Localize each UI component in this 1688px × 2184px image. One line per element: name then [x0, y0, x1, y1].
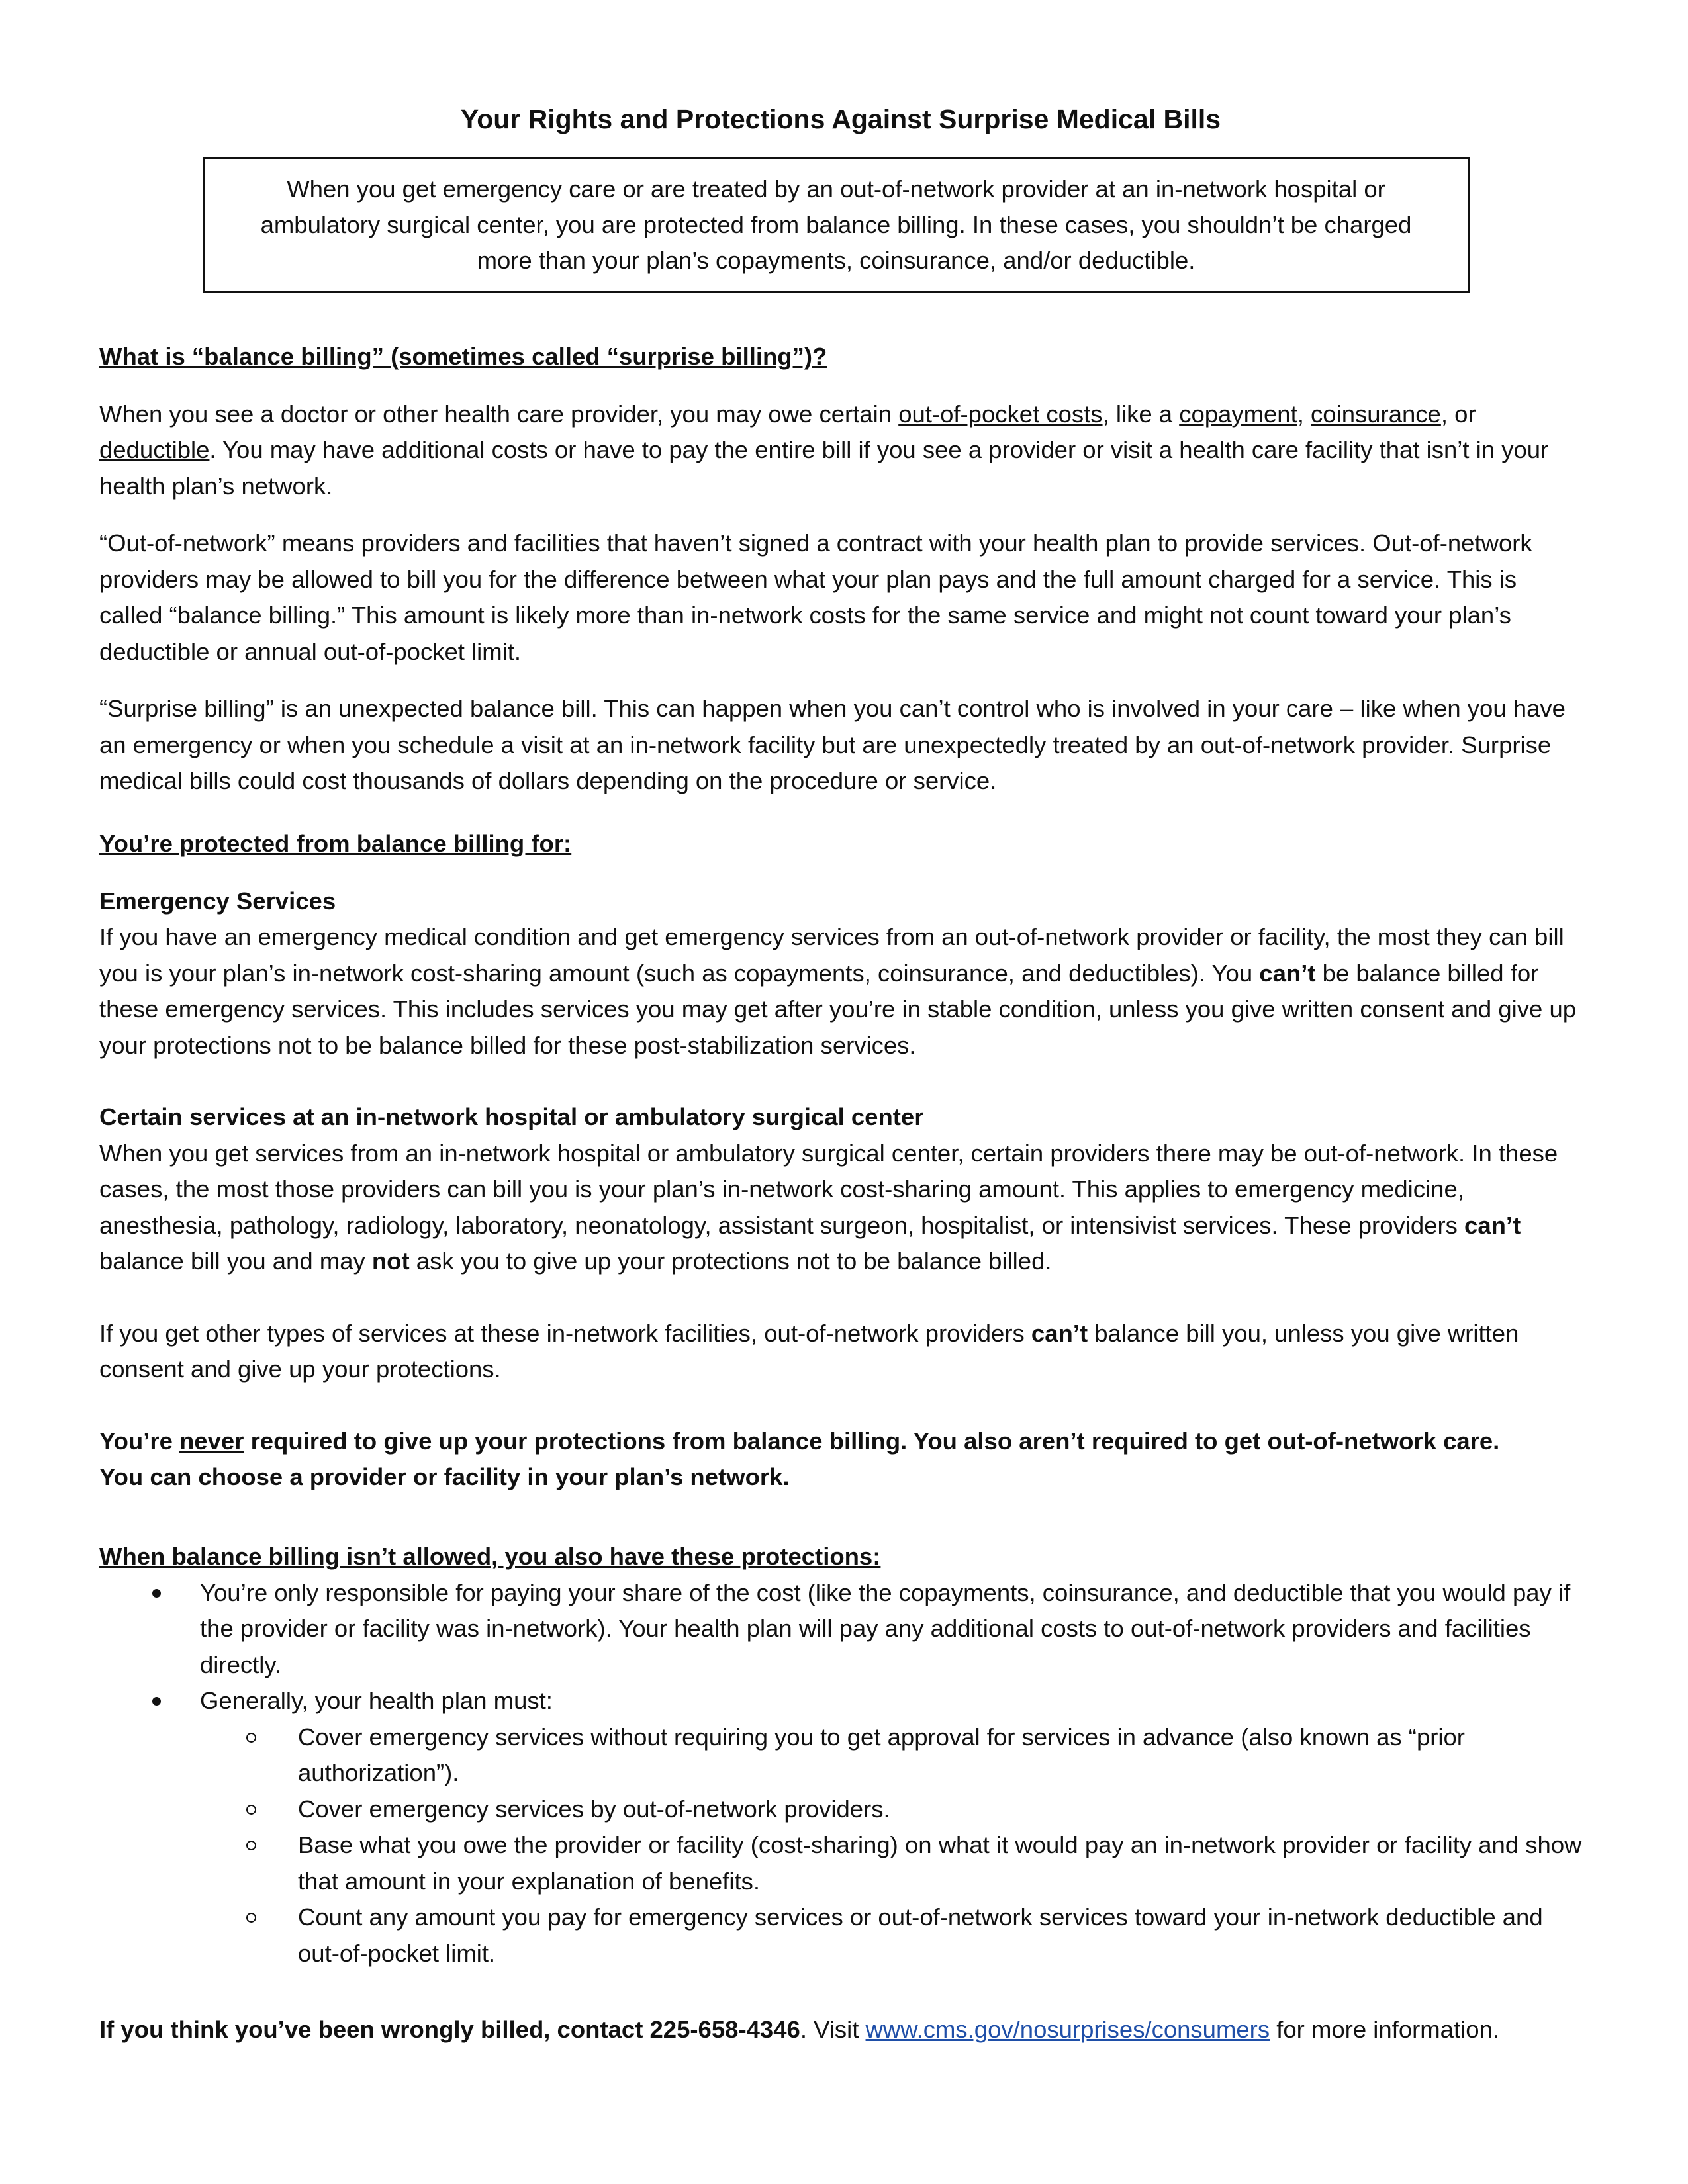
circle-bullet-icon [246, 1805, 256, 1815]
text-run: balance bill you and may [99, 1248, 372, 1275]
text-run: balance bill you, unless you give written consent and give up your protections. [99, 1319, 1519, 1383]
list-item [99, 1683, 1582, 1972]
text-run-bold: not [371, 1248, 410, 1275]
bullet-icon [152, 1589, 161, 1598]
paragraph-out-of-pocket [99, 396, 1582, 505]
text-run: , [1297, 400, 1311, 428]
text-run-underlined: never [179, 1427, 244, 1455]
contact-phone-text: If you think you’ve been wrongly billed, contact 225-658-4346 [99, 2016, 800, 2043]
sub-list-item [199, 1719, 1582, 1792]
section-protections [99, 1539, 1582, 1972]
paragraph-certain-services [99, 1136, 1582, 1280]
section-protected [99, 826, 1582, 1496]
contact-footer [99, 2012, 1582, 2048]
paragraph-out-of-network: “Out-of-network” means providers and facilities that haven’t signed a contract with your health plan to provide services. Out-of-network providers may be allowed to bill you for the difference between what your plan pays and the full amount charged for a service. This is called “balance billing.” This amount is likely more than in-network costs for the same service and might not count toward your plan’s deductible or annual out-of-pocket limit. [99, 529, 1532, 665]
sub-list-item-text: Base what you owe the provider or facility (cost-sharing) on what it would pay an in-network provider or facility and show that amount in your explanation of benefits. [298, 1831, 1582, 1895]
text-run: You’re [99, 1427, 180, 1455]
list-item [99, 1575, 1582, 1684]
list-item-text: Generally, your health plan must: [200, 1687, 553, 1714]
term-copayment: copayment [1179, 400, 1297, 428]
contact-line [99, 2012, 1582, 2048]
text-run: for more information. [1270, 2016, 1499, 2043]
section-heading: You’re protected from balance billing for: [99, 830, 572, 857]
text-run-bold: can’t [1259, 959, 1316, 987]
sub-list-item [199, 1899, 1582, 1972]
bullet-icon [152, 1697, 161, 1706]
plan-must-list [200, 1719, 1582, 1972]
text-run: , like a [1102, 400, 1180, 428]
cms-link[interactable]: www.cms.gov/nosurprises/consumers [865, 2016, 1270, 2043]
sub-list-item-text: Cover emergency services without requiring you to get approval for services in advance (also known as “prior authorization”). [298, 1723, 1465, 1786]
sub-list-item-text: Count any amount you pay for emergency services or out-of-network services toward your in-network deductible and out-of-pocket limit. [298, 1903, 1543, 1967]
text-run: If you get other types of services at these in-network facilities, out-of-network providers [99, 1319, 1031, 1347]
text-run: be balance billed for these emergency services. This includes services you may get after you’re in stable condition, unless you give written consent and give up your protections not to be balance billed for these post-stabilization services. [99, 959, 1577, 1059]
section-heading: What is “balance billing” (sometimes called “surprise billing”)? [99, 343, 827, 370]
paragraph-other-services [99, 1316, 1582, 1388]
text-run-bold: can’t [1031, 1319, 1088, 1347]
text-run: , or [1440, 400, 1476, 428]
term-out-of-pocket-costs: out-of-pocket costs [898, 400, 1103, 428]
list-item-text: You’re only responsible for paying your share of the cost (like the copayments, coinsurance, and deductible that you would pay if the provider or facility was in-network). Your health plan will pay any additional costs to out-of-network providers and facilities directly. [200, 1578, 1571, 1678]
section-heading: When balance billing isn’t allowed, you also have these protections: [99, 1543, 881, 1570]
sub-list-item [199, 1792, 1582, 1828]
paragraph-never-required [99, 1424, 1582, 1460]
circle-bullet-icon [246, 1913, 256, 1923]
text-run: ask you to give up your protections not to be balance billed. [409, 1248, 1052, 1275]
paragraph-choose-provider: You can choose a provider or facility in your plan’s network. [99, 1463, 790, 1490]
sub-list-item [199, 1827, 1582, 1899]
text-run: When you get services from an in-network hospital or ambulatory surgical center, certain providers there may be out-of-network. In these cases, the most those providers can bill you is your plan’s in-network cost-sharing amount. This applies to emergency medicine, anesthesia, pathology, radiology, laboratory, neonatology, assistant surgeon, hospitalist, or intensivist services. These providers [99, 1139, 1558, 1239]
text-run: required to give up your protections from balance billing. You also aren’t required to get out-of-network care. [244, 1427, 1500, 1455]
protections-list [99, 1575, 1582, 1972]
text-run: . You may have additional costs or have to pay the entire bill if you see a provider or visit a health care facility that isn’t in your health plan’s network. [99, 436, 1549, 500]
term-deductible: deductible [99, 436, 210, 463]
circle-bullet-icon [246, 1733, 256, 1743]
subheading-certain-services: Certain services at an in-network hospital or ambulatory surgical center [99, 1103, 924, 1130]
summary-text: When you get emergency care or are treated by an out-of-network provider at an in-network hospital or ambulatory surgical center, you are protected from balance billing. In these cases, you shouldn’t be charged more than your plan’s copayments, coinsurance, and/or deductible. [260, 175, 1412, 274]
paragraph-emergency [99, 919, 1582, 1064]
term-coinsurance: coinsurance [1311, 400, 1441, 428]
section-balance-billing [99, 339, 1582, 799]
summary-box [203, 157, 1470, 293]
text-run: When you see a doctor or other health care provider, you may owe certain [99, 400, 899, 428]
sub-list-item-text: Cover emergency services by out-of-network providers. [298, 1795, 890, 1823]
circle-bullet-icon [246, 1841, 256, 1850]
page-title: Your Rights and Protections Against Surprise Medical Bills [460, 104, 1221, 134]
text-run: If you have an emergency medical condition and get emergency services from an out-of-network provider or facility, the most they can bill you is your plan’s in-network cost-sharing amount (such as copayments, coinsurance, and deductibles). You [99, 923, 1564, 987]
text-run: . Visit [800, 2016, 866, 2043]
text-run-bold: can’t [1464, 1211, 1521, 1239]
subheading-emergency: Emergency Services [99, 887, 336, 915]
paragraph-surprise-billing: “Surprise billing” is an unexpected balance bill. This can happen when you can’t control who is involved in your care – like when you have an emergency or when you schedule a visit at an in-network facility but are unexpectedly treated by an out-of-network provider. Surprise medical bills could cost thousands of dollars depending on the procedure or service. [99, 695, 1566, 794]
